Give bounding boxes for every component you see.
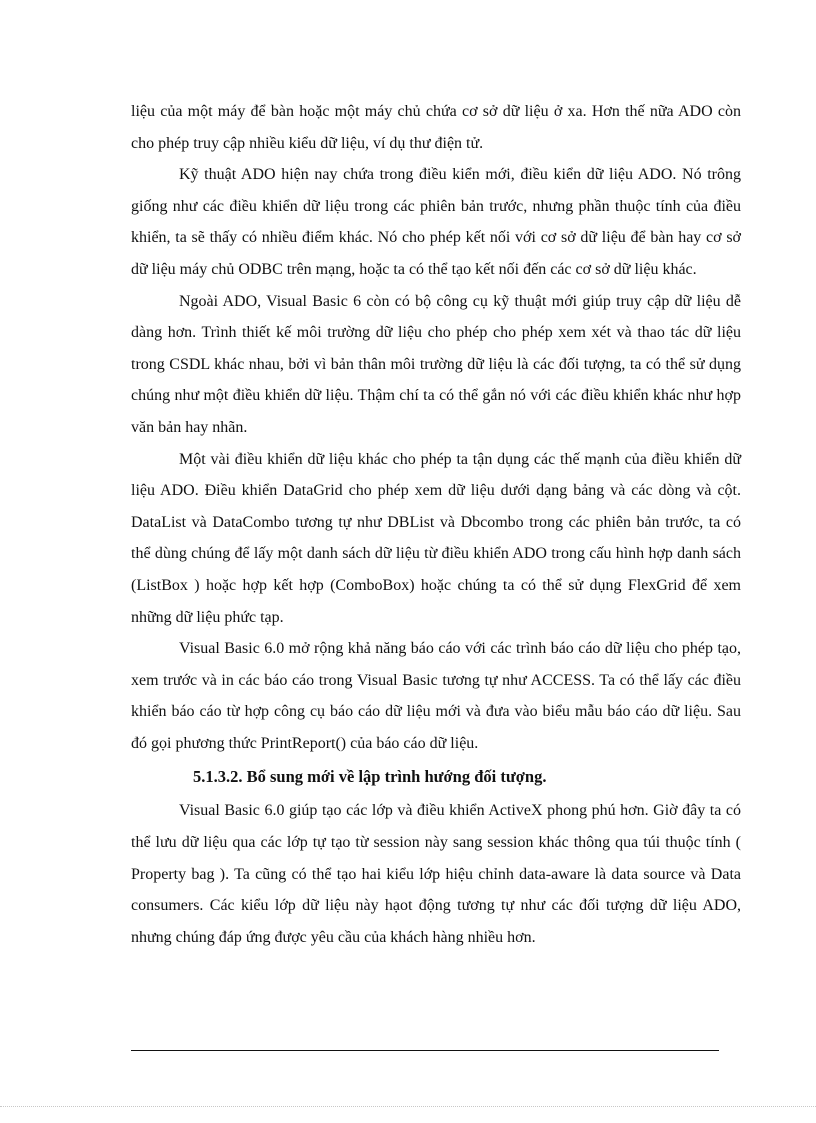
paragraph-ado-remote-data: liệu của một máy để bàn hoặc một máy chủ chứa cơ sở dữ liệu ở xa. Hơn thế nữa ADO còn cho phép truy cập nhiều kiểu dữ liệu, ví dụ thư điện tử.: [131, 103, 741, 152]
page-bottom-border: [0, 1106, 816, 1107]
paragraph-ado-control: Kỹ thuật ADO hiện nay chứa trong điều kiển mới, điều kiển dữ liệu ADO. Nó trông giống như các điều khiển dữ liệu trong các phiên bản trước, nhưng phần thuộc tính của điều khiển, ta sẽ thấy có nhiều điểm khác. Nó cho phép kết nối với cơ sở dữ liệu để bàn hay cơ sở dữ liệu máy chủ ODBC trên mạng, hoặc ta có thể tạo kết nối đến các cơ sở dữ liệu khác.: [131, 166, 741, 278]
paragraph-data-controls: Một vài điều khiển dữ liệu khác cho phép ta tận dụng các thế mạnh của điều khiển dữ liệu ADO. Điều khiển DataGrid cho phép xem dữ liệu dưới dạng bảng và các dòng và cột. DataList và DataCombo tương tự như DBList và Dbcombo trong các phiên bản trước, ta có thể dùng chúng để lấy một danh sách dữ liệu từ điều khiển ADO trong cấu hình hợp danh sách (ListBox ) hoặc hợp kết hợp (ComboBox) hoặc chúng ta có thể sử dụng FlexGrid để xem những dữ liệu phức tạp.: [131, 450, 741, 626]
paragraph-data-reports: Visual Basic 6.0 mở rộng khả năng báo cáo với các trình báo cáo dữ liệu cho phép tạo, xem trước và in các báo cáo trong Visual Basic tương tự như ACCESS. Ta có thể lấy các điều khiển báo cáo từ hợp công cụ báo cáo dữ liệu mới và đưa vào biểu mẫu báo cáo dữ liệu. Sau đó gọi phương thức PrintReport() của báo cáo dữ liệu.: [131, 640, 741, 752]
paragraph-data-environment: Ngoài ADO, Visual Basic 6 còn có bộ công cụ kỹ thuật mới giúp truy cập dữ liệu dễ dàng hơn. Trình thiết kế môi trường dữ liệu cho phép cho phép xem xét và thao tác dữ liệu trong CSDL khác nhau, bởi vì bản thân môi trường dữ liệu là các đối tượng, ta có thể sử dụng chúng như một điều khiển dữ liệu. Thậm chí ta có thể gắn nó với các điều khiển khác như hợp văn bản hay nhãn.: [131, 292, 741, 436]
footer-divider: [131, 1050, 719, 1051]
section-heading: 5.1.3.2. Bổ sung mới về lập trình hướng đối tượng.: [193, 767, 547, 787]
paragraph-oop-additions: Visual Basic 6.0 giúp tạo các lớp và điều khiển ActiveX phong phú hơn. Giờ đây ta có thể lưu dữ liệu qua các lớp tự tạo từ session này sang session khác thông qua túi thuộc tính ( Property bag ). Ta cũng có thể tạo hai kiểu lớp hiệu chỉnh data-aware là data source và Data consumers. Các kiểu lớp dữ liệu này hạot động tương tự như các đối tượng dữ liệu ADO, nhưng chúng đáp ứng được yêu cầu của khách hàng nhiều hơn.: [131, 802, 741, 946]
document-body: [131, 96, 741, 953]
